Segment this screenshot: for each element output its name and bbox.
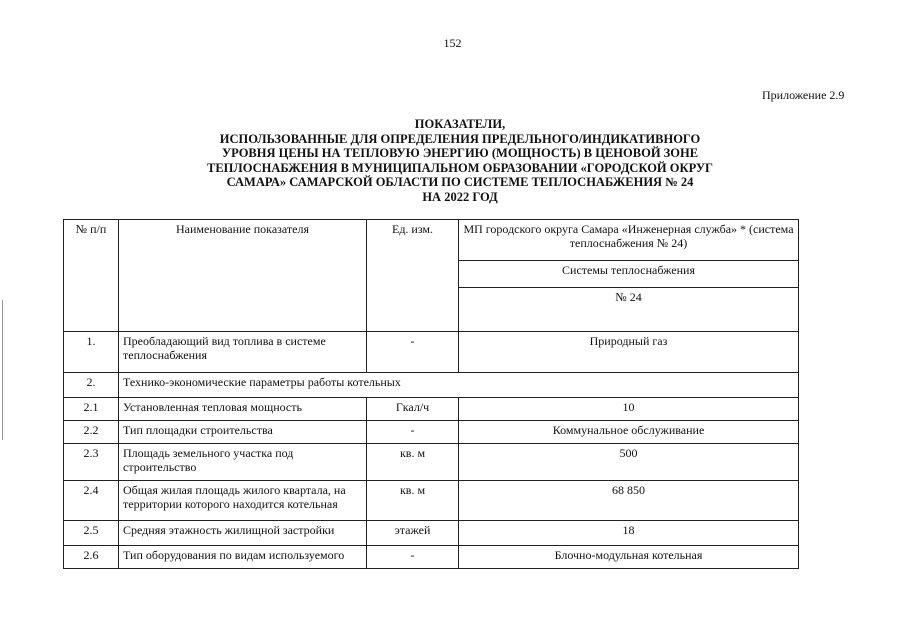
row-num: 2.3 <box>64 444 119 481</box>
row-unit: - <box>367 332 459 373</box>
row-num: 2. <box>64 373 119 398</box>
title-line: УРОВНЯ ЦЕНЫ НА ТЕПЛОВУЮ ЭНЕРГИЮ (МОЩНОСТЬ) В ЦЕНОВОЙ ЗОНЕ <box>221 146 699 161</box>
row-value: 68 850 <box>459 481 799 521</box>
row-name: Средняя этажность жилищной застройки <box>119 521 367 546</box>
header-unit: Ед. изм. <box>367 220 459 332</box>
table-row <box>64 373 799 398</box>
table-header-row <box>64 220 799 261</box>
table-row <box>64 444 799 481</box>
row-value: Коммунальное обслуживание <box>459 421 799 444</box>
row-value: 10 <box>459 398 799 421</box>
row-section-name: Технико-экономические параметры работы котельных <box>119 373 799 398</box>
header-name: Наименование показателя <box>119 220 367 332</box>
table-row <box>64 521 799 546</box>
row-unit: - <box>367 421 459 444</box>
row-num: 2.5 <box>64 521 119 546</box>
row-value: 500 <box>459 444 799 481</box>
title-line: ТЕПЛОСНАБЖЕНИЯ В МУНИЦИПАЛЬНОМ ОБРАЗОВАНИИ «ГОРОДСКОЙ ОКРУГ <box>206 160 714 175</box>
table-row <box>64 332 799 373</box>
row-value: 18 <box>459 521 799 546</box>
page-number: 152 <box>443 36 462 50</box>
title-line: ИСПОЛЬЗОВАННЫЕ ДЛЯ ОПРЕДЕЛЕНИЯ ПРЕДЕЛЬНОГО/ИНДИКАТИВНОГО <box>219 131 701 146</box>
row-num: 2.2 <box>64 421 119 444</box>
row-name: Тип оборудования по видам используемого <box>119 546 367 569</box>
header-systems: Системы теплоснабжения <box>459 261 799 288</box>
row-value: Блочно-модульная котельная <box>459 546 799 569</box>
row-unit: Гкал/ч <box>367 398 459 421</box>
row-unit: - <box>367 546 459 569</box>
row-unit: этажей <box>367 521 459 546</box>
title-line: ПОКАЗАТЕЛИ, <box>414 117 506 131</box>
row-num: 2.1 <box>64 398 119 421</box>
row-name: Тип площадки строительства <box>119 421 367 444</box>
row-name: Площадь земельного участка под строительство <box>119 444 367 481</box>
row-unit: кв. м <box>367 481 459 521</box>
row-num: 2.6 <box>64 546 119 569</box>
table-row <box>64 481 799 521</box>
row-unit: кв. м <box>367 444 459 481</box>
row-num: 2.4 <box>64 481 119 521</box>
row-name: Установленная тепловая мощность <box>119 398 367 421</box>
table-row <box>64 546 799 569</box>
header-num: № п/п <box>64 220 119 332</box>
appendix-label: Приложение 2.9 <box>762 88 845 102</box>
row-name: Общая жилая площадь жилого квартала, на территории которого находится котельная <box>119 481 367 521</box>
row-num: 1. <box>64 332 119 373</box>
scan-edge-mark <box>2 300 3 440</box>
table-row <box>64 398 799 421</box>
header-system-number: № 24 <box>459 288 799 332</box>
title-line: НА 2022 ГОД <box>422 189 498 204</box>
indicators-table <box>63 219 799 569</box>
title-line: САМАРА» САМАРСКОЙ ОБЛАСТИ ПО СИСТЕМЕ ТЕПЛОСНАБЖЕНИЯ № 24 <box>226 175 694 190</box>
table-row <box>64 421 799 444</box>
document-title <box>150 117 770 205</box>
header-organization: МП городского округа Самара «Инженерная служба» * (система теплоснабжения № 24) <box>459 220 799 261</box>
row-value: Природный газ <box>459 332 799 373</box>
row-name: Преобладающий вид топлива в системе теплоснабжения <box>119 332 367 373</box>
